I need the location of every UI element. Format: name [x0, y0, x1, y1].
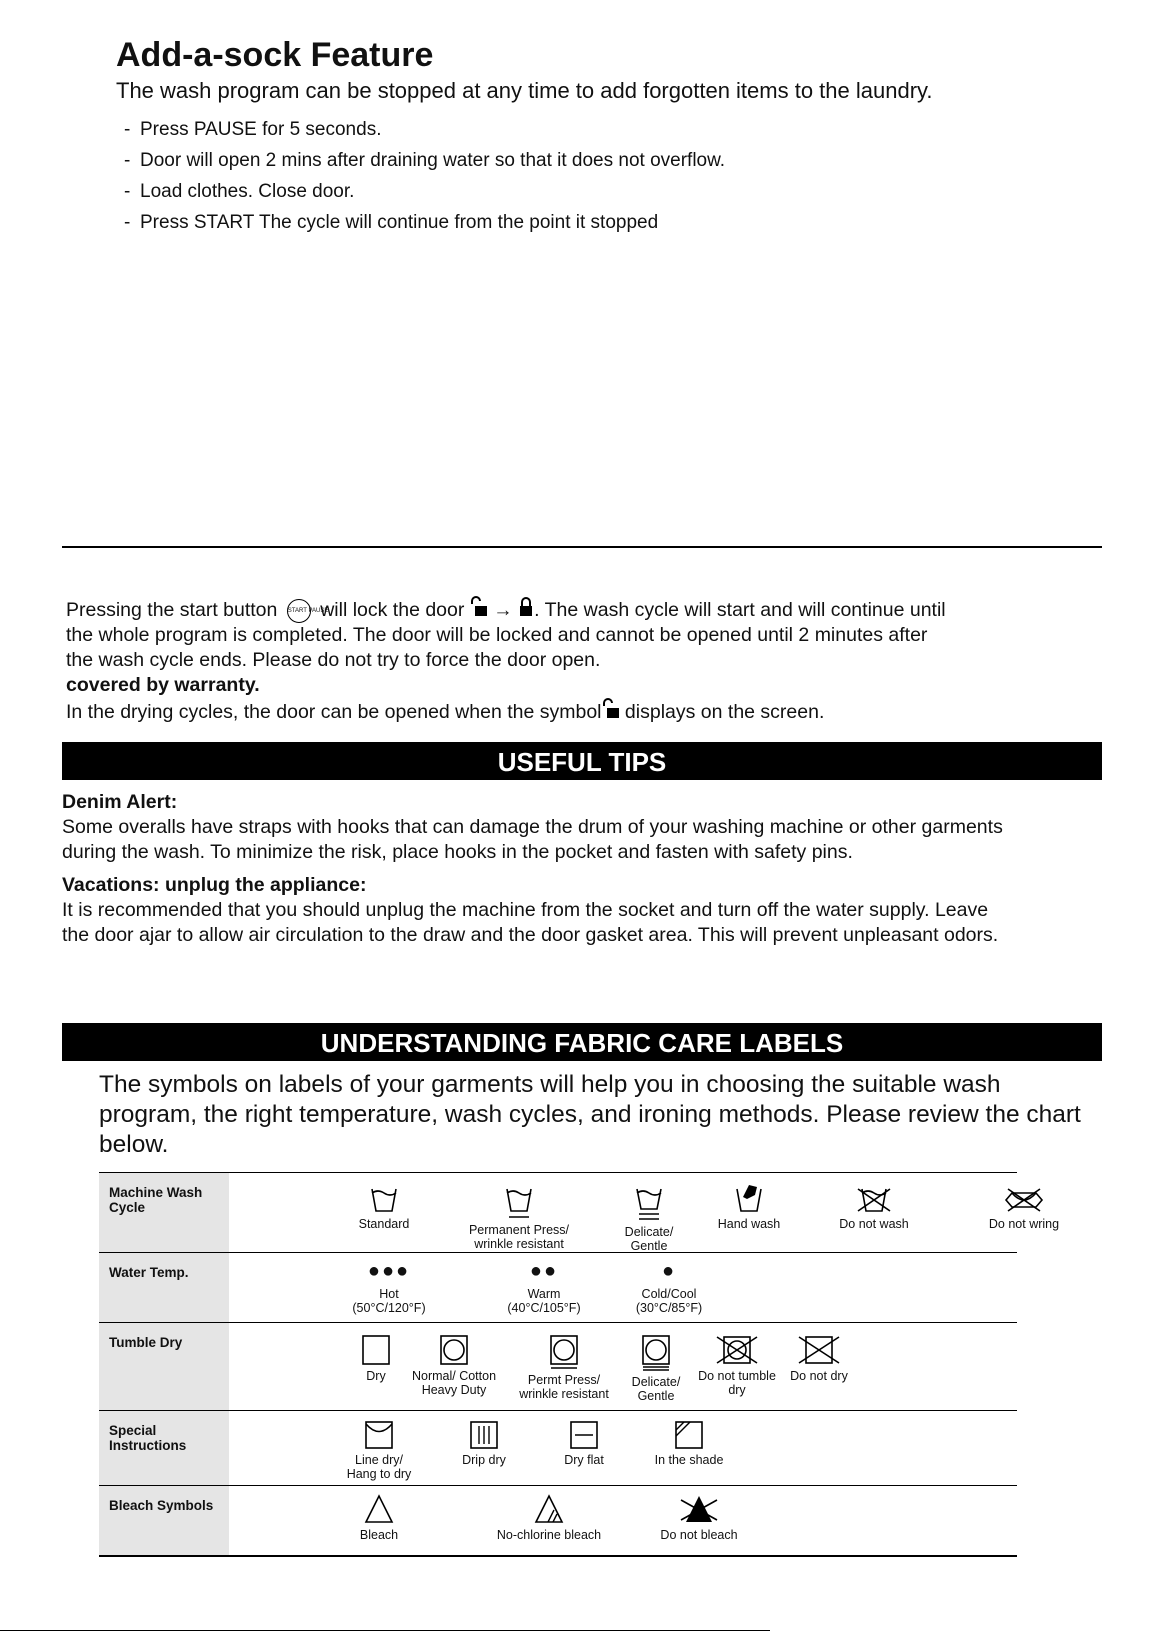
- do-not-bleach-icon: [654, 1494, 744, 1542]
- symbol-label: Drip dry: [462, 1453, 506, 1467]
- drip-dry-icon: [449, 1421, 519, 1467]
- door-lock-info: [66, 596, 1106, 725]
- unlocked-icon: [470, 596, 488, 618]
- symbol-label: Hand wash: [717, 1217, 781, 1231]
- no-chlorine-bleach-icon: [484, 1494, 614, 1542]
- symbol-label: Normal/ Cotton Heavy Duty: [411, 1369, 497, 1397]
- care-intro: The symbols on labels of your garments will help you in choosing the suitable wash program, the right temperature, wash cycles, and ironing methods. Please review the chart below.: [99, 1071, 1081, 1158]
- arrow-icon: →: [493, 599, 513, 621]
- divider: [0, 1630, 770, 1631]
- do-not-dry-icon: [784, 1335, 854, 1383]
- list-item: - Press START The cycle will continue from the point it stopped: [124, 207, 725, 238]
- care-labels-header: UNDERSTANDING FABRIC CARE LABELS: [62, 1023, 1102, 1061]
- row-symbols: [229, 1323, 1017, 1411]
- text: Pressing the start button: [66, 599, 278, 621]
- row-label: Tumble Dry: [99, 1323, 229, 1411]
- table-row: [99, 1411, 1017, 1486]
- text: the whole program is completed. The door will be locked and cannot be opened until 2 minutes after: [66, 624, 928, 646]
- symbol-label: No-chlorine bleach: [496, 1528, 602, 1542]
- text: displays on the screen.: [624, 701, 825, 723]
- row-label: Bleach Symbols: [99, 1486, 229, 1556]
- symbol-label: Line dry/ Hang to dry: [346, 1453, 412, 1481]
- list-item: - Press PAUSE for 5 seconds.: [124, 114, 725, 145]
- text: In the drying cycles, the door can be opened when the symbol: [66, 701, 602, 723]
- row-symbols: [229, 1486, 1017, 1556]
- standard-wash-icon: [339, 1187, 429, 1231]
- symbol-label: Do not tumble dry: [698, 1369, 776, 1397]
- denim-text: Some overalls have straps with hooks that can damage the drum of your washing machine or other garments during the wash. To minimize the risk, place hooks in the pocket and fasten with safety pins.: [62, 816, 1003, 863]
- cold-temp-icon: [629, 1261, 709, 1315]
- symbol-label: In the shade: [654, 1453, 724, 1467]
- symbol-label: Permt Press/ wrinkle resistant: [519, 1373, 609, 1401]
- hand-wash-icon: [704, 1183, 794, 1231]
- warm-temp-icon: [499, 1261, 589, 1315]
- do-not-tumble-dry-icon: [697, 1335, 777, 1397]
- start-pause-icon: START PAUSE: [287, 599, 311, 623]
- in-the-shade-icon: [644, 1421, 734, 1467]
- delicate-tumble-icon: [621, 1335, 691, 1403]
- row-symbols: [229, 1173, 1060, 1253]
- dots-icon: ●●: [529, 1260, 559, 1282]
- hot-temp-icon: [349, 1261, 429, 1315]
- denim-title: Denim Alert:: [62, 791, 178, 813]
- addsock-intro: The wash program can be stopped at any time to add forgotten items to the laundry.: [116, 78, 933, 103]
- care-label-chart: [99, 1172, 1060, 1557]
- symbol-label: Warm (40°C/105°F): [507, 1287, 581, 1315]
- symbol-label: Standard: [358, 1217, 410, 1231]
- symbol-label: Do not wring: [988, 1217, 1060, 1231]
- delicate-wash-icon: [609, 1187, 689, 1253]
- table-row: [99, 1253, 1017, 1323]
- permt-press-tumble-icon: [514, 1335, 614, 1401]
- table-row: [99, 1486, 1017, 1556]
- list-item: - Load clothes. Close door.: [124, 176, 725, 207]
- row-label: Water Temp.: [99, 1253, 229, 1323]
- list-item: - Door will open 2 mins after draining water so that it does not overflow.: [124, 145, 725, 176]
- dots-icon: ●: [661, 1260, 677, 1282]
- row-label: Machine Wash Cycle: [99, 1173, 229, 1253]
- row-symbols: [229, 1411, 1017, 1486]
- line-dry-icon: [339, 1421, 419, 1481]
- useful-tips-header: USEFUL TIPS: [62, 742, 1102, 780]
- symbol-label: Hot (50°C/120°F): [352, 1287, 426, 1315]
- symbol-label: Delicate/ Gentle: [624, 1225, 674, 1253]
- text: will lock the door: [320, 599, 465, 621]
- symbol-label: Do not wash: [839, 1217, 909, 1231]
- table-row: [99, 1323, 1017, 1411]
- locked-icon: [518, 596, 534, 618]
- symbol-label: Dry flat: [564, 1453, 604, 1467]
- warranty-note: covered by warranty.: [66, 674, 260, 696]
- permanent-press-wash-icon: [459, 1187, 579, 1251]
- row-label: Special Instructions: [99, 1411, 229, 1486]
- text: . The wash cycle will start and will continue until: [534, 599, 946, 621]
- symbol-label: Do not dry: [790, 1369, 848, 1383]
- symbol-label: Permanent Press/ wrinkle resistant: [468, 1223, 570, 1251]
- table-row: [99, 1173, 1017, 1253]
- symbol-label: Delicate/ Gentle: [631, 1375, 681, 1403]
- vacation-title: Vacations: unplug the appliance:: [62, 874, 367, 896]
- tips-section: [62, 790, 1102, 956]
- do-not-wash-icon: [829, 1187, 919, 1231]
- dots-icon: ●●●: [367, 1260, 411, 1282]
- symbol-label: Cold/Cool (30°C/85°F): [635, 1287, 703, 1315]
- dry-flat-icon: [549, 1421, 619, 1467]
- symbol-label: Do not bleach: [660, 1528, 738, 1542]
- divider: [62, 546, 1102, 548]
- symbol-label: Bleach: [359, 1528, 399, 1542]
- normal-tumble-icon: [399, 1335, 509, 1397]
- page-title: Add-a-sock Feature: [116, 36, 434, 74]
- text: the wash cycle ends. Please do not try to force the door open.: [66, 649, 601, 671]
- row-symbols: [229, 1253, 1017, 1323]
- dry-icon: [351, 1335, 401, 1383]
- vacation-text: It is recommended that you should unplug the machine from the socket and turn off the water supply. Leave the door ajar to allow air circulation to the draw and the door gasket area. This will prevent unpleasant odors.: [62, 899, 999, 946]
- bleach-icon: [344, 1494, 414, 1542]
- unlocked-icon: [602, 698, 620, 720]
- do-not-wring-icon: [979, 1187, 1069, 1231]
- addsock-steps: [124, 114, 725, 238]
- symbol-label: Dry: [366, 1369, 386, 1383]
